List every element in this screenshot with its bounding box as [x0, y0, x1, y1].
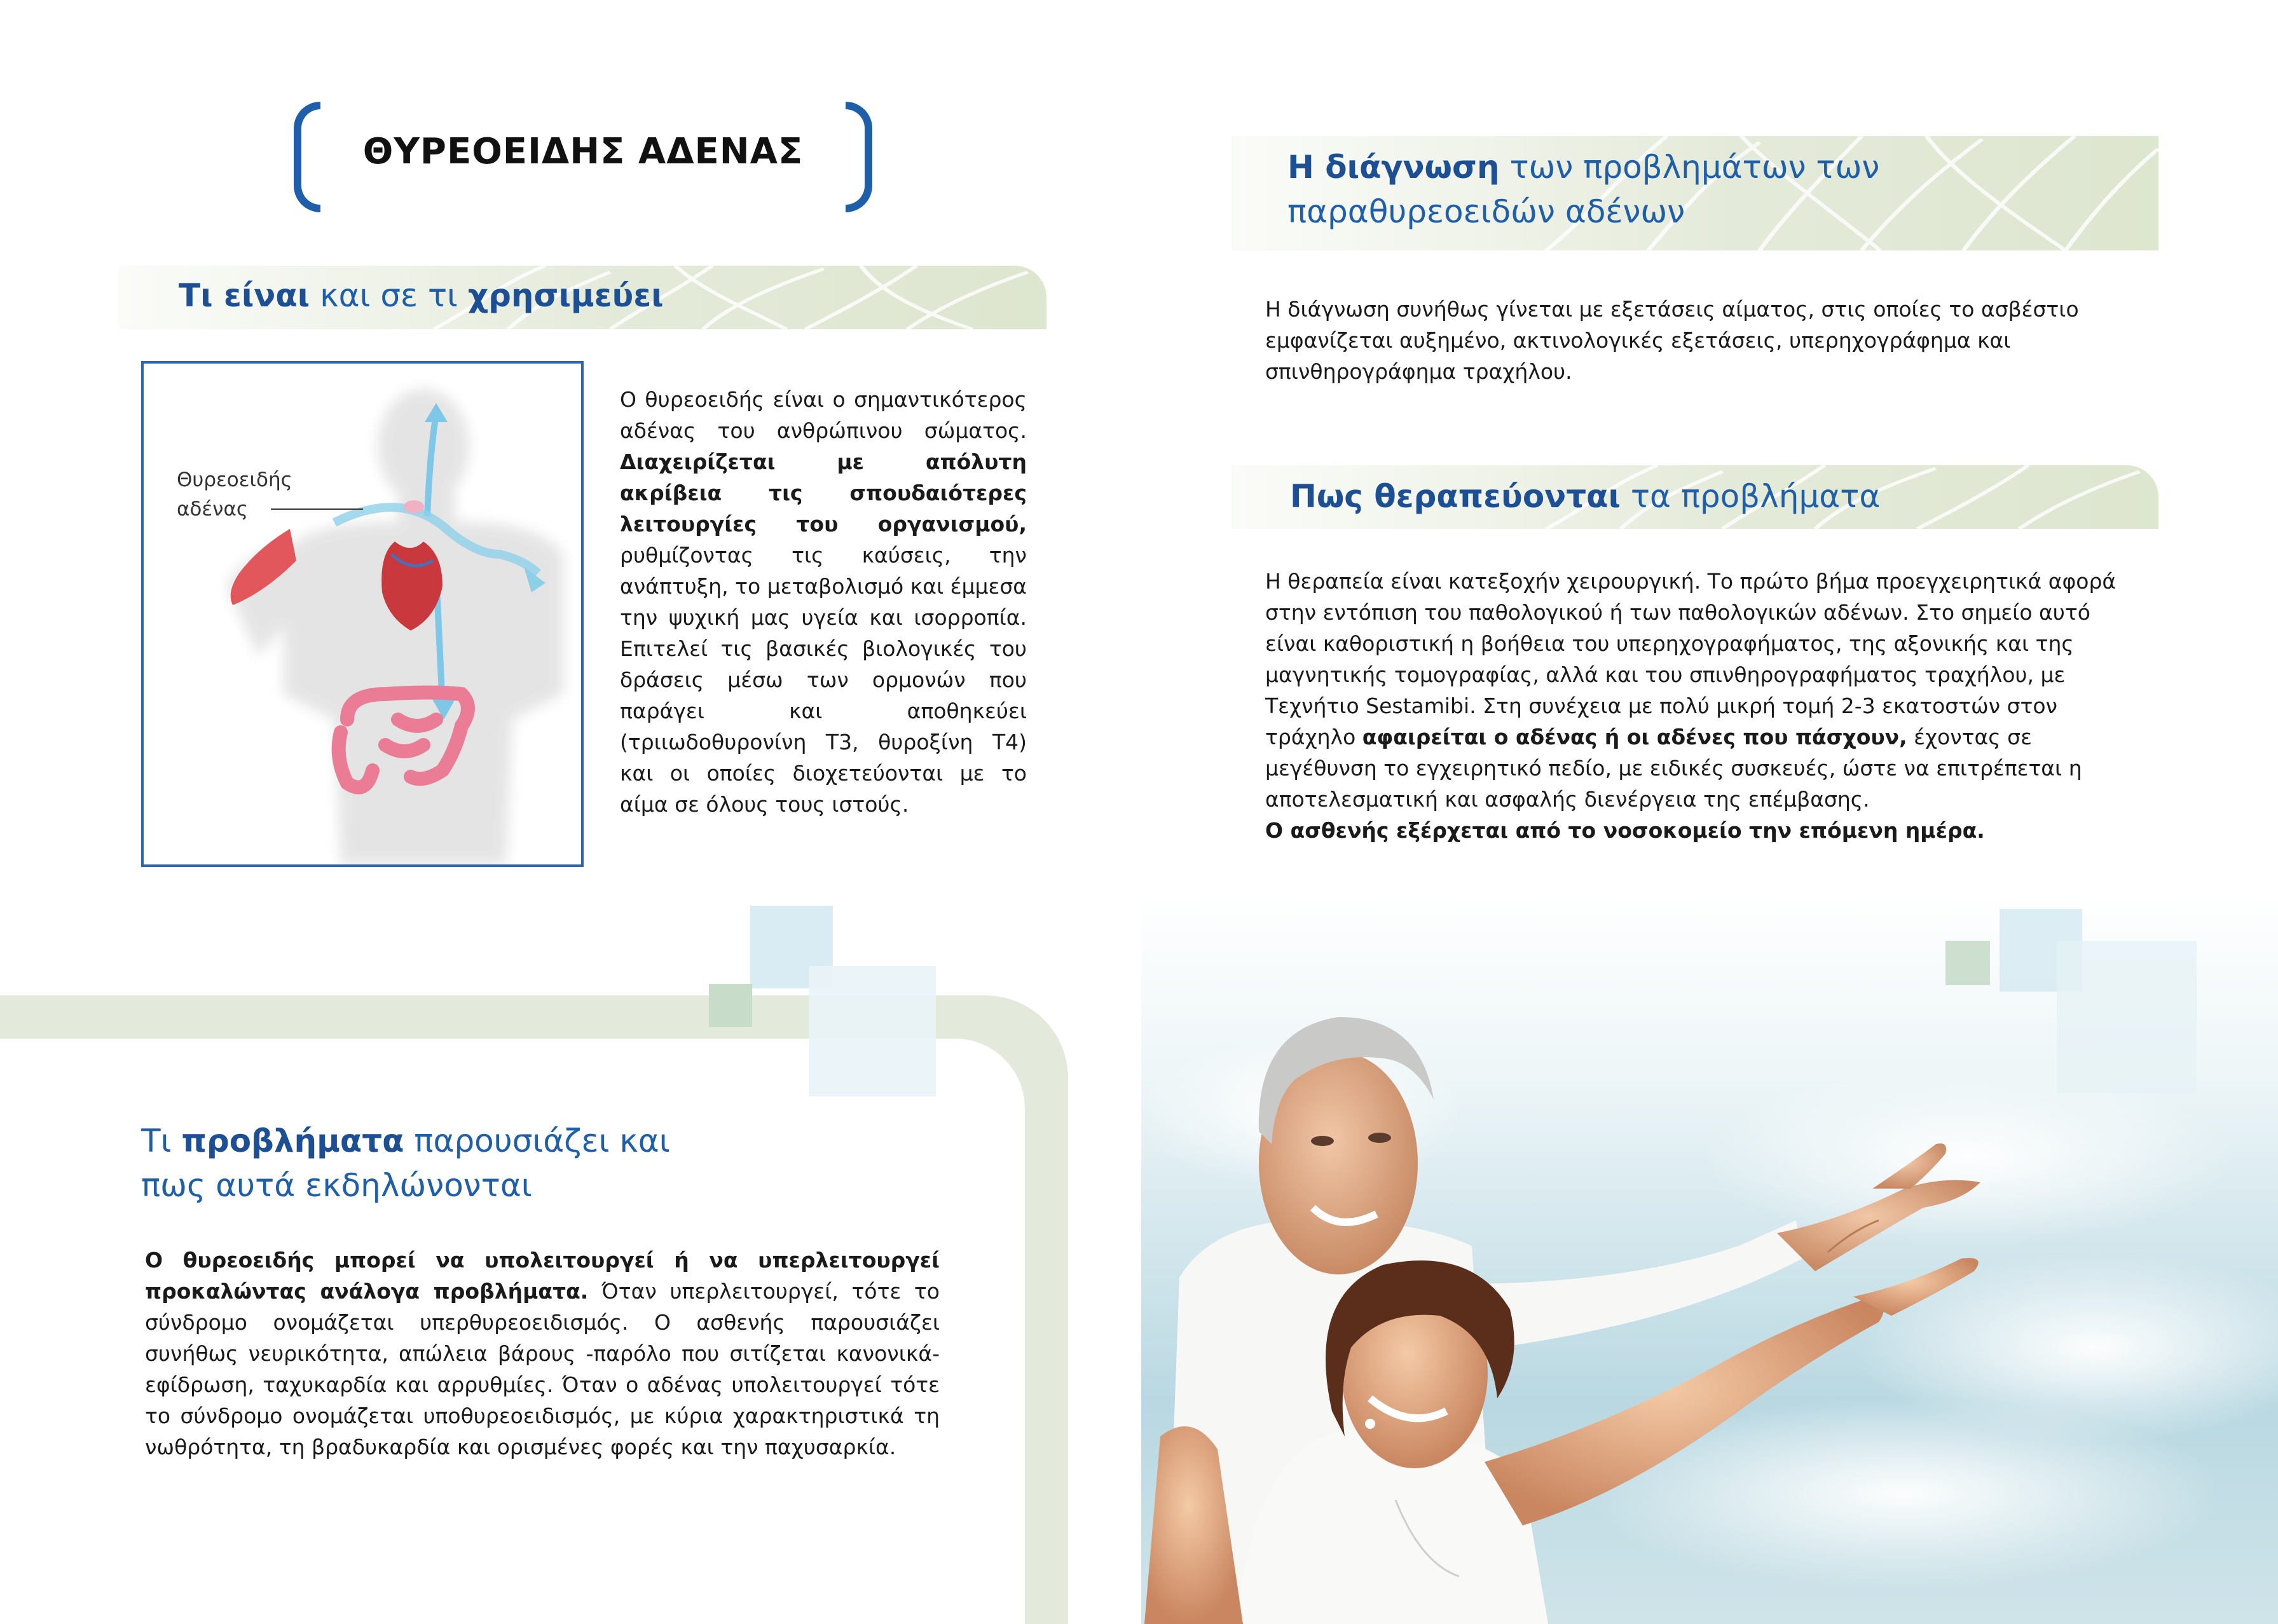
couple-photo	[1141, 890, 2278, 1624]
heading-diagnosis-line2: παραθυρεοειδών αδένων	[1287, 193, 1685, 230]
heading-problems-bold: προβλήματα	[181, 1122, 404, 1159]
what-text-bold: Διαχειρίζεται με απόλυτη ακρίβεια τις σπουδαιότερες λειτουργίες του οργανισμού,	[620, 449, 1027, 536]
problems-text-bold: Ο θυρεοειδής μπορεί να υπολειτουργεί ή να υπερλειτουργεί προκαλώντας ανάλογα προβλήματα.	[145, 1248, 940, 1304]
heading-problems-line2: πως αυτά εκδηλώνονται	[141, 1167, 532, 1204]
heading-diagnosis-line1	[1287, 145, 1879, 189]
right-bracket	[846, 102, 872, 212]
heading-treatment-rest: τα προβλήματα	[1620, 478, 1881, 515]
heading-problems-pre: Τι	[141, 1122, 182, 1159]
heading-diagnosis	[1287, 145, 1879, 234]
diagnosis-paragraph: Η διάγνωση συνήθως γίνεται με εξετάσεις αίματος, στις οποίες το ασβέστιο εμφανίζεται αυξημένο, ακτινολογικές εξετάσεις, υπερηχογράφημα και σπινθηρογράφημα τραχήλου.	[1265, 297, 2079, 384]
heading-diagnosis-bold: Η διάγνωση	[1287, 149, 1500, 186]
thyroid-illustration	[141, 361, 584, 867]
title-block	[294, 102, 872, 203]
problems-text-rest: Όταν υπερλειτουργεί, τότε το σύνδρομο ονομάζεται υπερθυρεοειδισμός. Ο ασθενής παρουσιάζει συνήθως νευρικότητα, απώλεια βάρους -παρόλο που σιτίζεται κανονικά- εφίδρωση, ταχυκαρδία και αρρυθμίες. Όταν ο αδένας υπολειτουργεί τότε το σύνδρομο ονομάζεται υποθυρεοειδισμός, με κύρια χαρακτηριστικά τη νωθρότητα, τη βραδυκαρδία και ορισμένες φορές και την παχυσαρκία.	[145, 1279, 940, 1459]
smiling-couple-photo-icon	[1141, 890, 2278, 1624]
decor-square	[809, 966, 936, 1096]
treatment-paragraph	[1265, 566, 2117, 846]
figure-label	[177, 465, 292, 524]
body-anatomy-icon	[144, 364, 581, 864]
treatment-text-end: έχοντας σε μεγέθυνση το εγχειρητικό πεδίο, με ειδικές συσκευές, ώστε να επιτρέπεται η αποτελεσματική και ασφαλής διενέργεια της επέμβασης.	[1265, 725, 2082, 812]
heading-treatment-bold: Πως θεραπεύονται	[1290, 478, 1621, 515]
figure-label-line2: αδένας	[177, 498, 249, 521]
treatment-text-start: Η θεραπεία είναι κατεξοχήν χειρουργική. Το πρώτο βήμα προεγχειρητικά αφορά στην εντόπιση του παθολογικού ή των παθολογικών αδένων. Στο σημείο αυτό είναι καθοριστική η βοήθεια του υπερηχογραφήματος, της αξονικής και της μαγνητικής τομογραφίας, αλλά και του σπινθηρογραφήματος τραχήλου, με Τεχνήτιο Sestamibi. Στη συνέχεια με πολύ μικρή τομή 2-3 εκατοστών στον τράχηλο	[1265, 569, 2117, 749]
problems-paragraph	[145, 1245, 940, 1463]
page-title: ΘΥΡΕΟΕΙΔΗΣ ΑΔΕΝΑΣ	[362, 131, 804, 172]
heading-diagnosis-rest: των προβλημάτων των	[1499, 149, 1880, 186]
heading-what	[179, 273, 664, 318]
heading-what-bold-2: χρησιμεύει	[467, 277, 664, 314]
treatment-text-last: Ο ασθενής εξέρχεται από το νοσοκομείο την επόμενη ημέρα.	[1265, 818, 1985, 843]
heading-what-mid: και σε τι	[310, 277, 468, 314]
what-text-end: ρυθμίζοντας τις καύσεις, την ανάπτυξη, το μεταβολισμό και έμμεσα την ψυχική μας υγεία και ισορροπία. Επιτελεί τις βασικές βιολογικές του δράσεις μέσω των ορμονών που παράγει και αποθηκεύει (τριιωδοθυρονίνη Τ3, θυροξίνη Τ4) και οι οποίες διοχετεύονται με το αίμα σε όλους τους ιστούς.	[620, 543, 1027, 817]
banner-what	[118, 266, 1046, 329]
treatment-text-bold: αφαιρείται ο αδένας ή οι αδένες που πάσχουν,	[1362, 725, 1907, 749]
heading-treatment	[1290, 474, 1880, 519]
heading-problems-rest: παρουσιάζει και	[404, 1122, 670, 1159]
figure-label-line1: Θυρεοειδής	[177, 468, 292, 491]
heading-what-bold-1: Τι είναι	[179, 277, 310, 314]
banner-diagnosis	[1232, 136, 2158, 250]
what-text-start: Ο θυρεοειδής είναι ο σημαντικότερος αδένας του ανθρώπινου σώματος.	[620, 387, 1027, 443]
decor-square	[709, 984, 752, 1027]
banner-treatment	[1232, 465, 2158, 529]
what-paragraph	[620, 384, 1027, 820]
heading-problems-line1	[141, 1119, 670, 1163]
heading-problems	[141, 1119, 670, 1208]
